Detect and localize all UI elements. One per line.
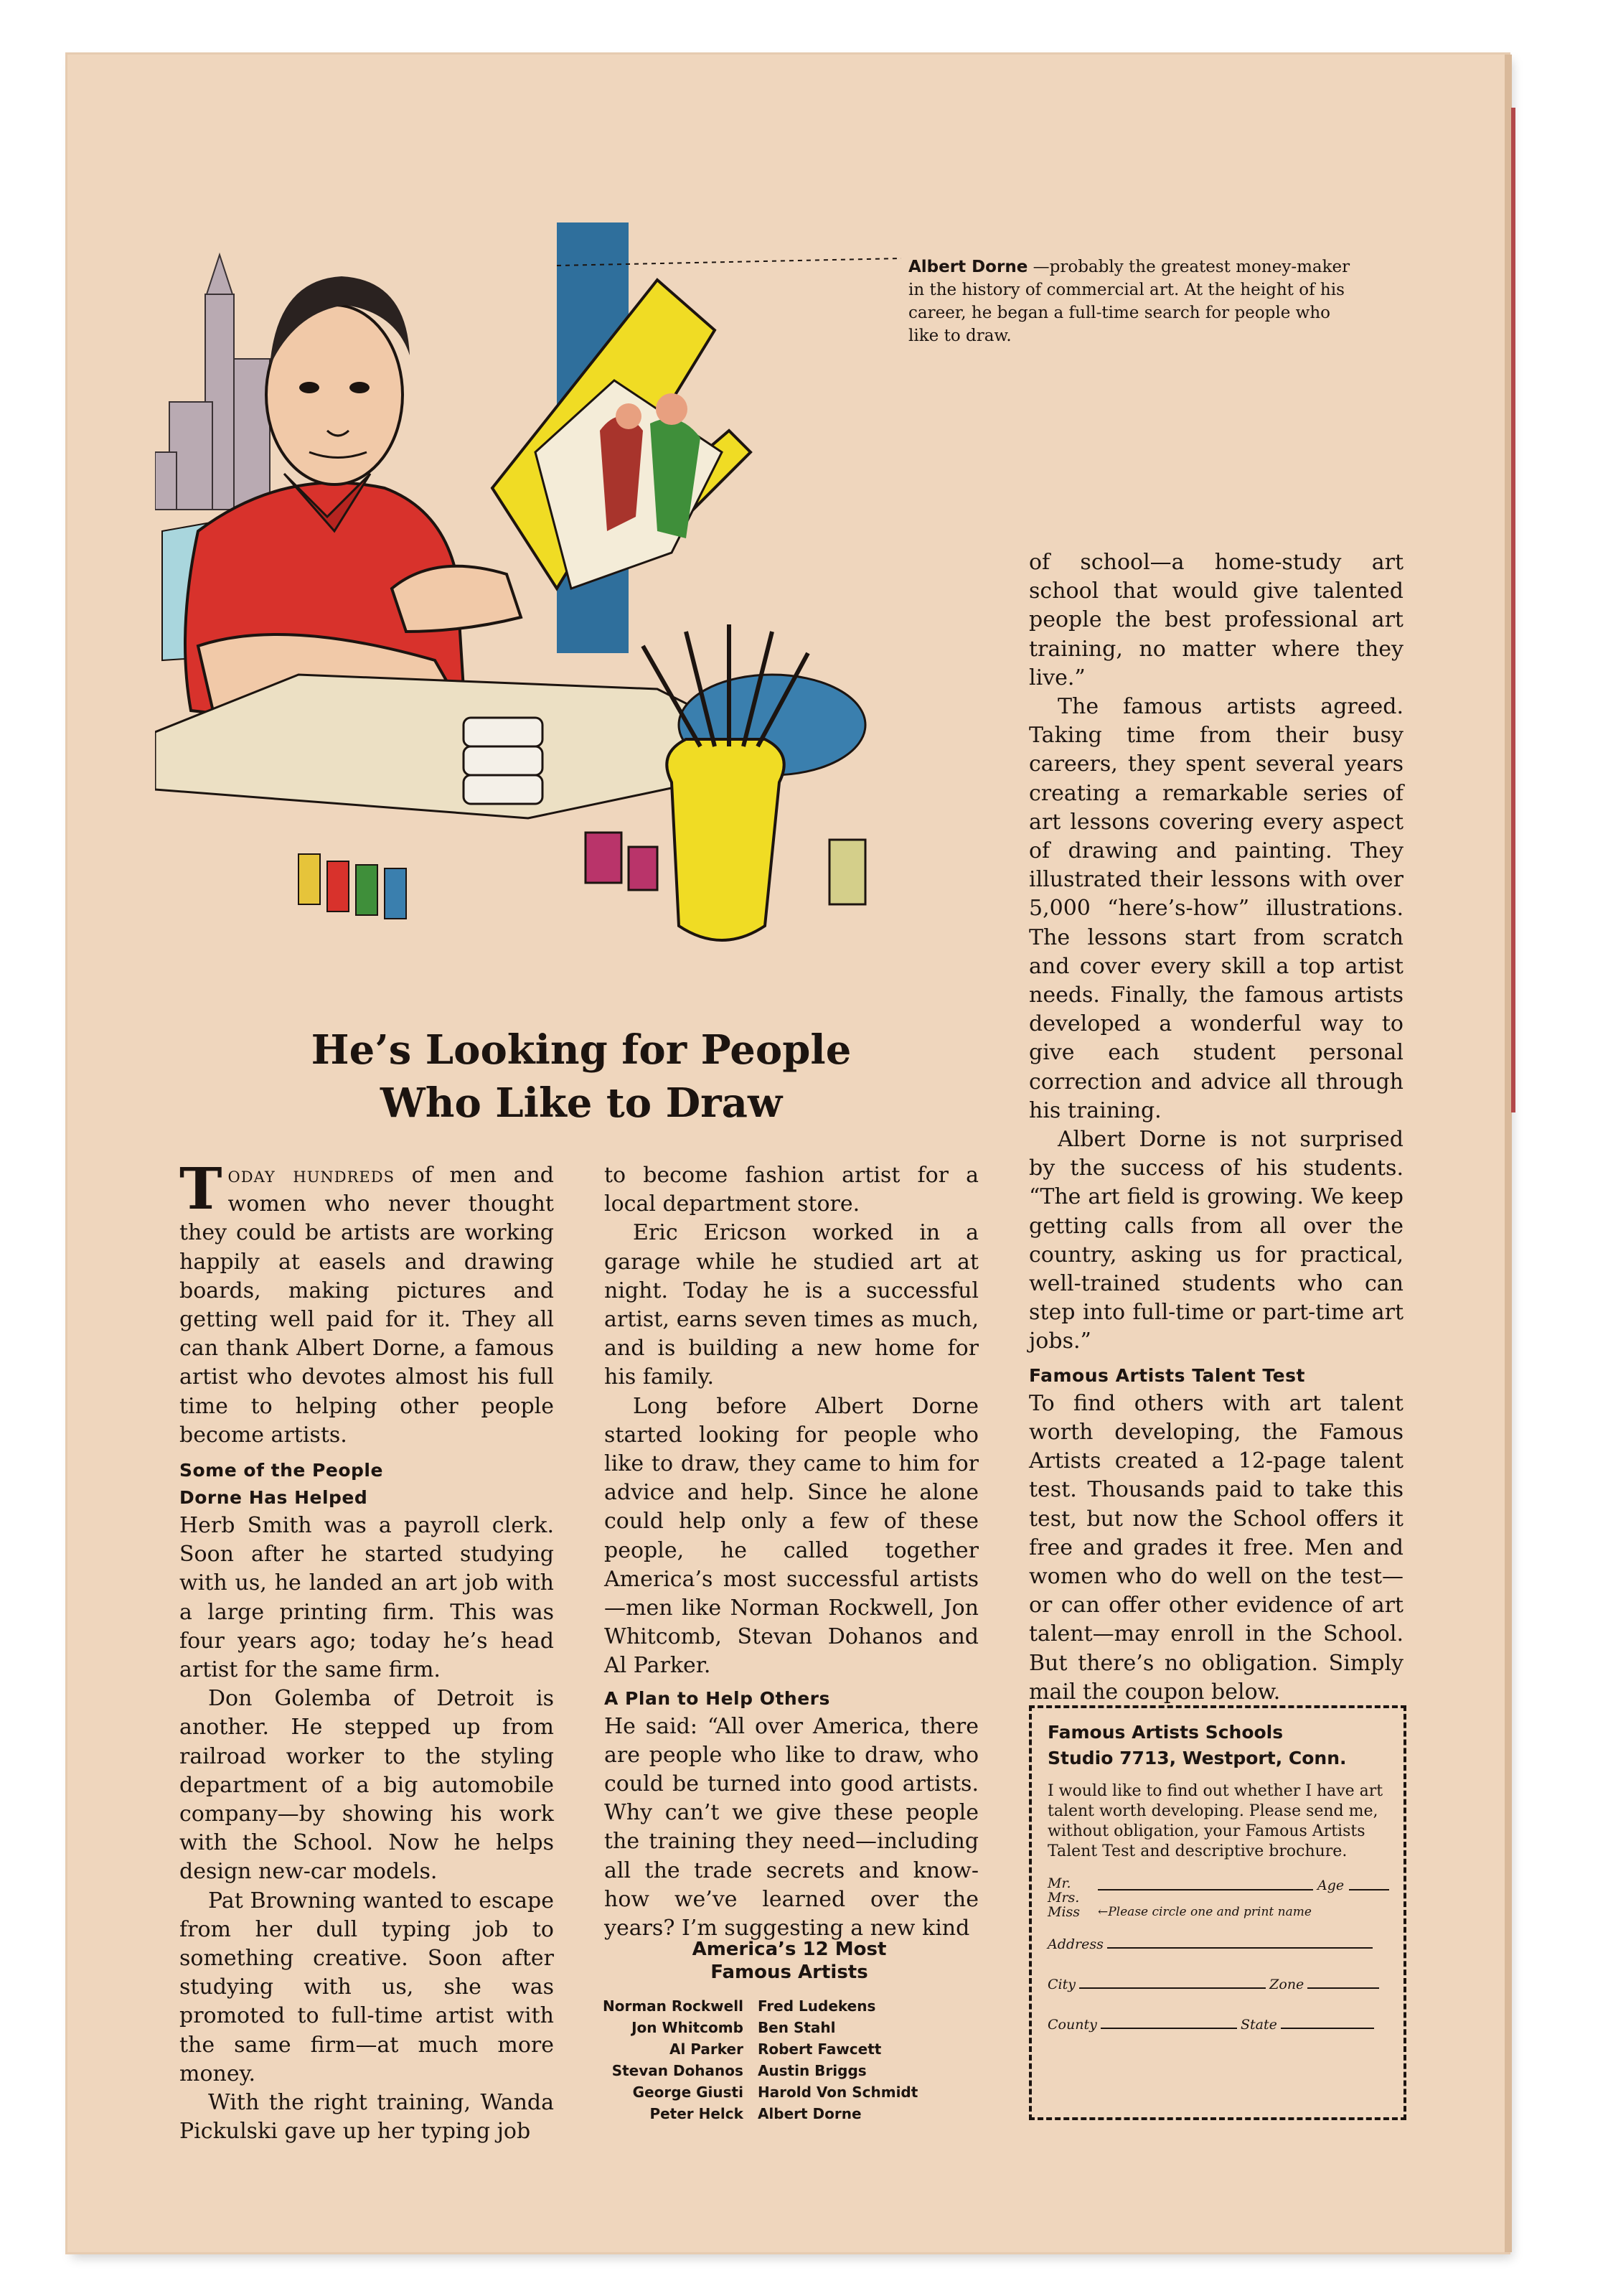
col2-para-2: Eric Ericson worked in a garage while he studied art at night. Today he is a successful artist, earns seven times as much, and is building a new home for his family. (604, 1220, 979, 1390)
coupon-mr: Mr. (1048, 1875, 1071, 1891)
address-field[interactable] (1107, 1947, 1373, 1949)
coupon-city-row (1048, 1977, 1388, 1992)
subhead-people-helped-1: Some of the People (179, 1460, 383, 1481)
col2-para-1: to become fashion artist for a local department store. (604, 1163, 979, 1217)
coupon-circle-note: ←Please circle one and print name (1098, 1905, 1312, 1919)
albert-dorne-illustration (155, 215, 916, 1019)
coupon-county-row (1048, 2017, 1388, 2033)
coupon-address-label: Address (1048, 1936, 1104, 1952)
city-skyline (155, 255, 270, 510)
painted-figure-green (650, 418, 700, 538)
article-column-3 (1029, 548, 1404, 1707)
artist-name: Ben Stahl (757, 2019, 836, 2036)
col3-para-2: The famous artists agreed. Taking time from their busy careers, they spent several years creating a remarkable series of art lessons covering every aspect of drawing and painting. They illustrated their lessons with over 5,000 “here’s-how” illustrations. The lessons start from scratch and cover every skill a top artist needs. Finally, the famous artists developed a wonderful way to give each student personal correction and advice all through his training. (1029, 694, 1404, 1123)
zone-field[interactable] (1307, 1987, 1379, 1989)
headline (215, 1023, 947, 1130)
famous-artists-table (596, 1995, 925, 2124)
age-field[interactable] (1349, 1889, 1389, 1890)
coupon-miss: Miss (1048, 1904, 1081, 1920)
ink-bottle (586, 833, 621, 883)
paint-tubes (298, 854, 406, 919)
col2-para-4: He said: “All over America, there are people who like to draw, who could be turned into good artists. Why can’t we give these people the training they need—including all the trade secrets and know-how we’ve learned over the years? I’m suggesting a new kind (604, 1713, 979, 1941)
artist-name: Jon Whitcomb (631, 2019, 743, 2036)
coupon-school-name: Famous Artists Schools (1048, 1722, 1284, 1743)
artist-name: Norman Rockwell (603, 1997, 743, 2015)
coupon-state-label: State (1241, 2017, 1277, 2033)
mail-coupon (1029, 1705, 1406, 2120)
county-field[interactable] (1101, 2028, 1237, 2029)
artist-name: Austin Briggs (757, 2062, 867, 2079)
coupon-address-row (1048, 1936, 1388, 1952)
artist-name: Al Parker (669, 2040, 743, 2058)
col2-para-3: Long before Albert Dorne started looking for people who like to draw, they came to him for advice and help. Since he alone could help only a few of these people, he called together America’s most successful artists—men like Norman Rockwell, Jon Whitcomb, Stevan Dohanos and Al Parker. (604, 1393, 979, 1679)
famous-artists-box (596, 1938, 983, 2124)
headline-line-1: He’s Looking for People (311, 1026, 852, 1074)
artist-name: Albert Dorne (757, 2105, 862, 2122)
paint-jar-stack (464, 718, 542, 804)
artist-name: Robert Fawcett (757, 2040, 882, 2058)
caption-text: —probably the greatest money-maker in the history of commercial art. At the height of his career, he began a full-time search for people who like to draw. (908, 258, 1350, 345)
col1-para-1: of men and women who never thought they could be artists are working happily at easels and drawing boards, making pictures and getting well paid for it. They all can thank Albert Dorne, a famous artist who devotes almost his full time to helping other people become artists. (179, 1163, 554, 1448)
coupon-name-row (1048, 1876, 1388, 1924)
state-field[interactable] (1281, 2028, 1374, 2029)
cover-edge (1511, 108, 1515, 1112)
city-field[interactable] (1079, 1987, 1266, 1989)
artist-name: Harold Von Schmidt (757, 2084, 918, 2101)
subhead-talent-test: Famous Artists Talent Test (1029, 1364, 1305, 1386)
col1-para-3: Don Golemba of Detroit is another. He stepped up from railroad worker to the styling department of a big automobile company—by showing his work with the School. Now he helps design new-car models. (179, 1686, 554, 1885)
col3-para-1: of school—a home-study art school that would give talented people the best professional art training, no matter where they live.” (1029, 550, 1404, 690)
yellow-brush-jar (667, 739, 784, 940)
caption-name: Albert Dorne (908, 258, 1028, 276)
famous-title-1: America’s 12 Most (692, 1939, 887, 1960)
col3-para-4: To find others with art talent worth developing, the Famous Artists created a 12-page talent test. Thousands paid to take this test, but now the School offers it free and grades it free. Men and women who do well on the test—or can offer other evidence of art talent—may enroll in the School. But there’s no obligation. Simply mail the coupon below. (1029, 1390, 1404, 1705)
artist-name: Stevan Dohanos (611, 2062, 743, 2079)
name-field[interactable] (1098, 1889, 1313, 1890)
col1-para-5: With the right training, Wanda Pickulski gave up her typing job (179, 2090, 554, 2145)
coupon-address-line: Studio 7713, Westport, Conn. (1048, 1748, 1347, 1768)
artist-name: Peter Helck (649, 2105, 743, 2122)
article-column-2 (604, 1161, 979, 1943)
coupon-body: I would like to find out whether I have art talent worth developing. Please send me, without obligation, your Famous Artists Talent Test and descriptive brochure. (1048, 1782, 1383, 1860)
coupon-county-label: County (1048, 2017, 1097, 2033)
col3-para-3: Albert Dorne is not surprised by the success of his students. “The art field is growing. We keep getting calls from all over the country, asking us for practical, well-trained students who can step into full-time or part-time art jobs.” (1029, 1127, 1404, 1354)
article-column-1 (179, 1155, 554, 2147)
artist-name: George Giusti (632, 2084, 743, 2101)
col1-para-2: Herb Smith was a payroll clerk. Soon after he started studying with us, he landed an art job with a large printing firm. This was four years ago; today he’s head artist for the same firm. (179, 1513, 554, 1683)
coupon-zone-label: Zone (1269, 1977, 1304, 1992)
coupon-age-label: Age (1317, 1878, 1345, 1893)
coupon-mrs: Mrs. (1048, 1890, 1080, 1906)
coupon-city-label: City (1048, 1977, 1076, 1992)
artist-name: Fred Ludekens (757, 1997, 876, 2015)
subhead-plan: A Plan to Help Others (604, 1687, 830, 1709)
drop-cap: T (179, 1155, 222, 1222)
illustration-caption (908, 256, 1353, 347)
subhead-people-helped-2: Dorne Has Helped (179, 1487, 368, 1509)
famous-title-2: Famous Artists (710, 1962, 868, 1983)
col1-para-4: Pat Browning wanted to escape from her dull typing job to something creative. Soon after studying with us, she was promoted to full-time artist with the same firm—at much more money. (179, 1888, 554, 2086)
col1-smallcaps: oday hundreds (227, 1163, 395, 1188)
headline-line-2: Who Like to Draw (380, 1079, 783, 1127)
